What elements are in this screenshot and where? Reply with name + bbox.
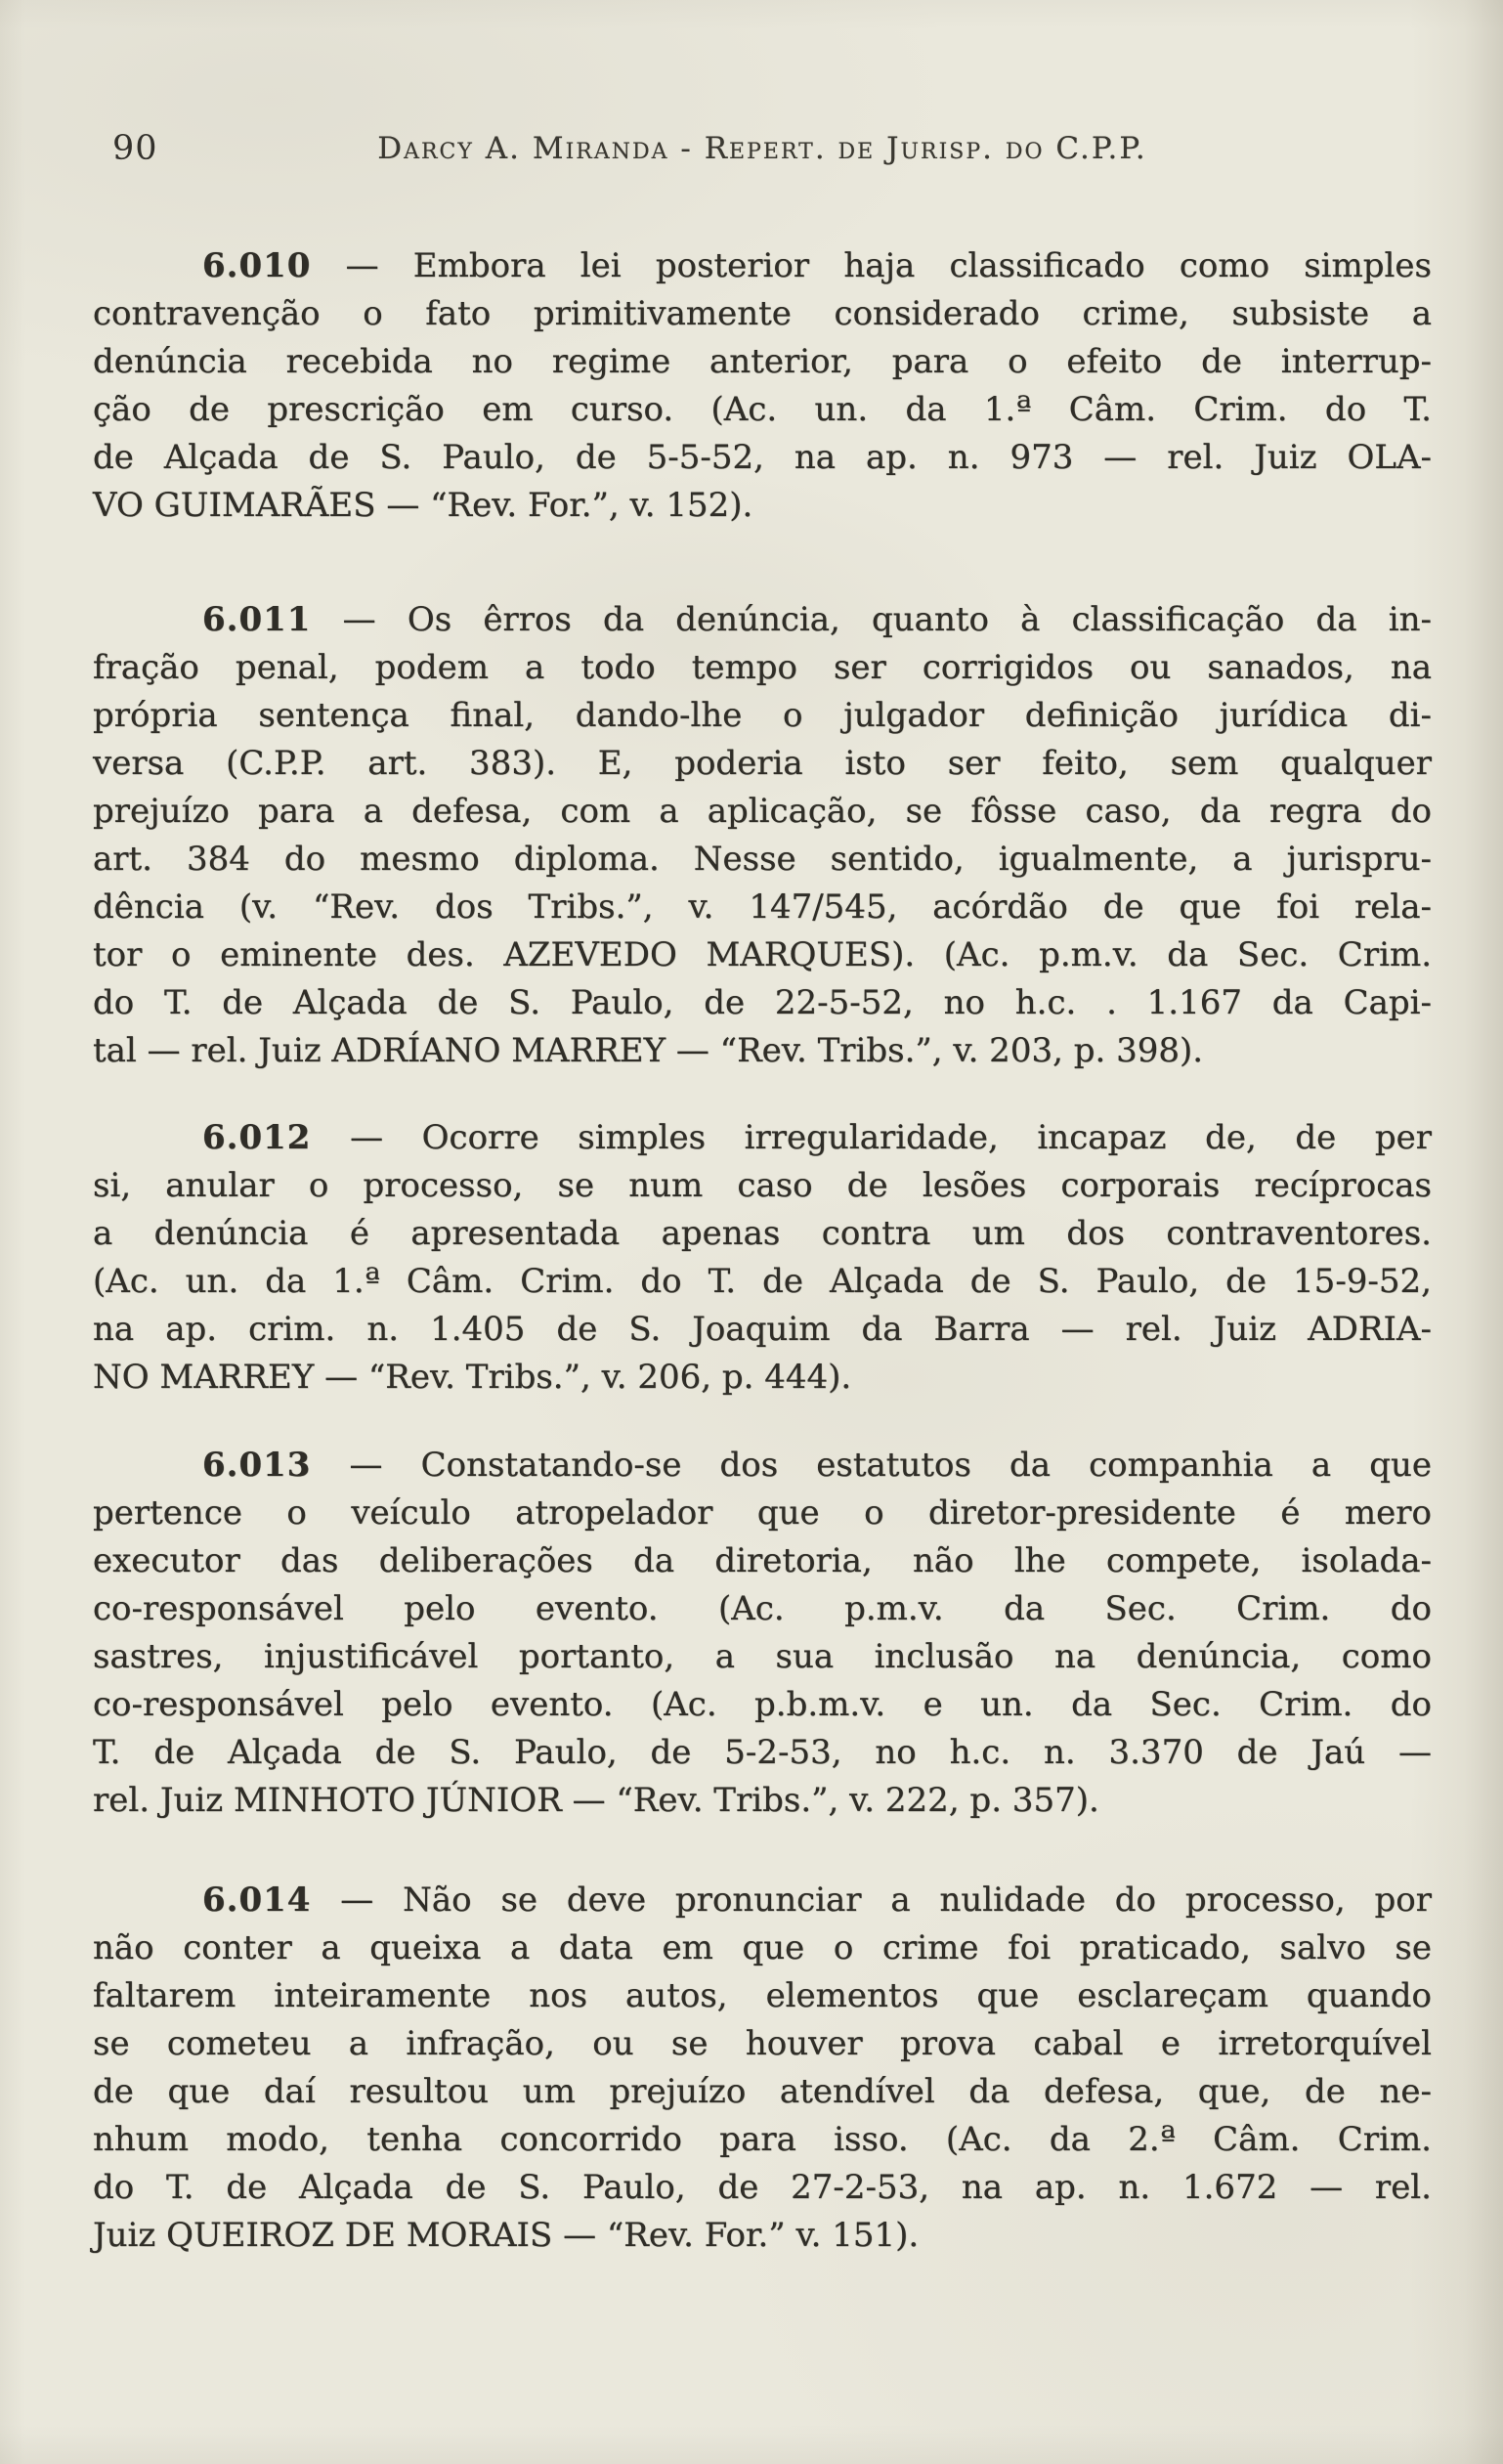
text-line: (Ac. un. da 1.ª Câm. Crim. do T. de Alçada de S. Paulo, de 15-9-52, — [93, 1262, 1432, 1301]
text-line-rest: — Ocorre simples irregularidade, incapaz de, de per — [311, 1118, 1432, 1157]
entry-number: 6.012 — [202, 1118, 312, 1157]
entry-number: 6.013 — [202, 1446, 312, 1485]
text-line: de que daí resultou um prejuízo atendível da defesa, que, de ne- — [93, 2072, 1432, 2111]
text-line: não conter a queixa a data em que o crime foi praticado, salvo se — [93, 1928, 1432, 1967]
text-line — [93, 242, 1432, 290]
text-line: denúncia recebida no regime anterior, para o efeito de interrup- — [93, 342, 1432, 381]
entry-6013 — [93, 1442, 1432, 1825]
text-line: tor o eminente des. AZEVEDO MARQUES). (Ac. p.m.v. da Sec. Crim. — [93, 935, 1432, 974]
text-line: de Alçada de S. Paulo, de 5-5-52, na ap. n. 973 — rel. Juiz OLA- — [93, 438, 1432, 477]
text-line: NO MARREY — “Rev. Tribs.”, v. 206, p. 444). — [93, 1358, 852, 1397]
text-line: fração penal, podem a todo tempo ser corrigidos ou sanados, na — [93, 648, 1432, 687]
text-line: na ap. crim. n. 1.405 de S. Joaquim da Barra — rel. Juiz ADRIA- — [93, 1310, 1432, 1349]
text-line: a denúncia é apresentada apenas contra um dos contraventores. — [93, 1214, 1432, 1253]
text-line: Juiz QUEIROZ DE MORAIS — “Rev. For.” v. 151). — [93, 2216, 920, 2255]
entry-6010 — [93, 242, 1432, 530]
text-line — [93, 1877, 1432, 1924]
text-line: se cometeu a infração, ou se houver prova cabal e irretorquível — [93, 2024, 1432, 2063]
text-line — [93, 596, 1432, 644]
text-line: si, anular o processo, se num caso de lesões corporais recíprocas — [93, 1166, 1432, 1205]
text-line: faltarem inteiramente nos autos, elementos que esclareçam quando — [93, 1976, 1432, 2015]
text-line: art. 384 do mesmo diploma. Nesse sentido, igualmente, a jurispru- — [93, 840, 1432, 879]
text-line: sastres, injustificável portanto, a sua inclusão na denúncia, como — [93, 1637, 1432, 1676]
entry-number: 6.014 — [202, 1880, 312, 1920]
text-line-rest: — Os êrros da denúncia, quanto à classificação da in- — [311, 600, 1432, 639]
text-line-rest: — Constatando-se dos estatutos da companhia a que — [311, 1446, 1432, 1485]
entry-6012 — [93, 1114, 1432, 1402]
page-header — [93, 127, 1432, 174]
text-line: rel. Juiz MINHOTO JÚNIOR — “Rev. Tribs.”, v. 222, p. 357). — [93, 1781, 1099, 1820]
page-number: 90 — [112, 129, 158, 168]
entry-6011 — [93, 596, 1432, 1075]
text-line: nhum modo, tenha concorrido para isso. (Ac. da 2.ª Câm. Crim. — [93, 2120, 1432, 2159]
text-line: do T. de Alçada de S. Paulo, de 27-2-53, na ap. n. 1.672 — rel. — [93, 2168, 1432, 2207]
text-line: tal — rel. Juiz ADRÍANO MARREY — “Rev. Tribs.”, v. 203, p. 398). — [93, 1031, 1204, 1070]
text-line: dência (v. “Rev. dos Tribs.”, v. 147/545, acórdão de que foi rela- — [93, 887, 1432, 927]
text-line: própria sentença final, dando-lhe o julgador definição jurídica di- — [93, 696, 1432, 735]
text-line: pertence o veículo atropelador que o diretor-presidente é mero — [93, 1493, 1432, 1533]
text-line: co-responsável pelo evento. (Ac. p.b.m.v. e un. da Sec. Crim. do — [93, 1685, 1432, 1724]
running-title: Darcy A. Miranda - Repert. de Jurisp. do C.P.P. — [377, 131, 1147, 166]
text-line: contravenção o fato primitivamente considerado crime, subsiste a — [93, 294, 1432, 333]
text-line: prejuízo para a defesa, com a aplicação, se fôsse caso, da regra do — [93, 792, 1432, 831]
text-line-rest: — Não se deve pronunciar a nulidade do processo, por — [311, 1880, 1432, 1920]
text-line: T. de Alçada de S. Paulo, de 5-2-53, no h.c. n. 3.370 de Jaú — — [93, 1733, 1432, 1772]
text-line: do T. de Alçada de S. Paulo, de 22-5-52, no h.c. . 1.167 da Capi- — [93, 983, 1432, 1022]
text-line: co-responsável pelo evento. (Ac. p.m.v. da Sec. Crim. do — [93, 1589, 1432, 1628]
text-line: versa (C.P.P. art. 383). E, poderia isto ser feito, sem qualquer — [93, 744, 1432, 783]
text-line: executor das deliberações da diretoria, não lhe compete, isolada- — [93, 1541, 1432, 1580]
text-line — [93, 1442, 1432, 1490]
text-line: VO GUIMARÃES — “Rev. For.”, v. 152). — [93, 486, 753, 525]
entry-number: 6.010 — [202, 246, 312, 285]
entry-6014 — [93, 1877, 1432, 2260]
text-line: ção de prescrição em curso. (Ac. un. da 1.ª Câm. Crim. do T. — [93, 390, 1432, 429]
entry-number: 6.011 — [202, 600, 312, 639]
text-line — [93, 1114, 1432, 1162]
text-line-rest: — Embora lei posterior haja classificado como simples — [311, 246, 1432, 285]
